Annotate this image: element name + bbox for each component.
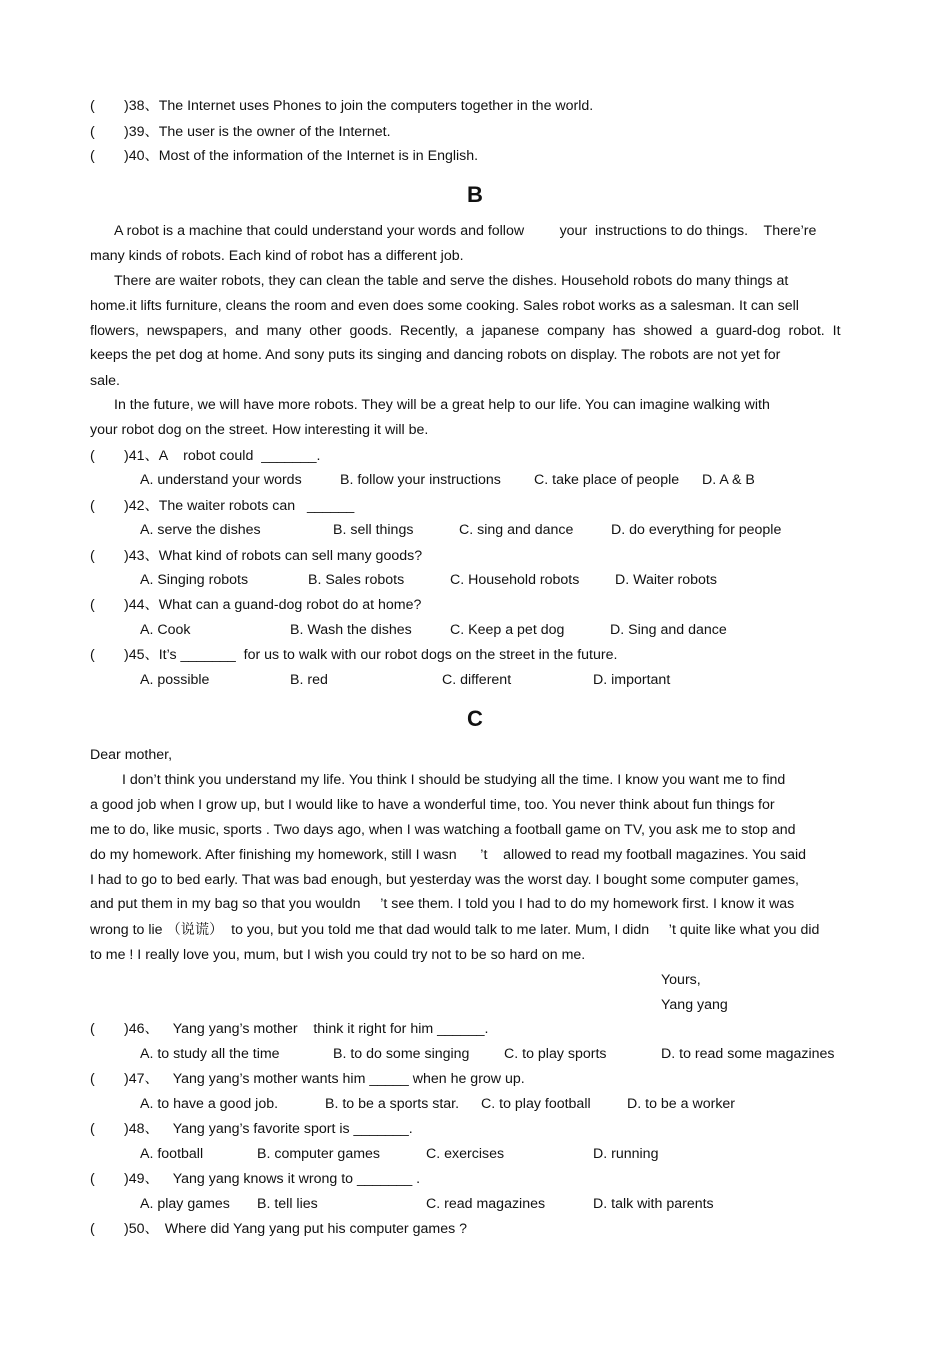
letter-line: I had to go to bed early. That was bad enough, but yesterday was the worst day. I bought some computer games, [90,872,799,888]
answer-paren[interactable]: ( [90,1021,95,1037]
question-38: ( )38、The Internet uses Phones to join the computers together in the world. [90,98,594,114]
letter-closing: Yours, [661,972,701,988]
option-a[interactable]: A. serve the dishes [140,522,261,538]
question-40: ( )40、Most of the information of the Internet is in English. [90,148,479,164]
option-a[interactable]: A. football [140,1146,204,1162]
option-d[interactable]: D. A & B [702,472,755,488]
option-c[interactable]: C. Keep a pet dog [450,622,565,638]
question-41: ( )41、A robot could _______. [90,448,321,464]
answer-paren[interactable]: ( [90,148,95,164]
answer-paren[interactable]: ( [90,448,95,464]
letter-line: I don’t think you understand my life. You think I should be studying all the time. I know you want me to find [122,772,786,788]
question-39: ( )39、The user is the owner of the Internet. [90,124,391,140]
option-d[interactable]: D. do everything for people [611,522,782,538]
passage-b-line: home.it lifts furniture, cleans the room and even does some cooking. Sales robot works as a salesman. It can sell [90,298,799,314]
option-a[interactable]: A. to have a good job. [140,1096,279,1112]
section-b-heading: B [467,182,483,207]
question-50: ( )50、 Where did Yang yang put his computer games ? [90,1221,468,1237]
question-45: ( )45、It’s _______ for us to walk with our robot dogs on the street in the future. [90,647,618,663]
option-d[interactable]: D. Sing and dance [610,622,727,638]
option-b[interactable]: B. computer games [257,1146,381,1162]
option-a[interactable]: A. possible [140,672,210,688]
option-b[interactable]: B. Sales robots [308,572,405,588]
question-43: ( )43、What kind of robots can sell many goods? [90,548,423,564]
passage-b-line: flowers, newspapers, and many other goods. Recently, a japanese company has showed a guard-dog robot. It [90,323,841,339]
option-b[interactable]: B. to do some singing [333,1046,470,1062]
letter-line: a good job when I grow up, but I would like to have a wonderful time, too. You never think about fun things for [90,797,775,813]
answer-paren[interactable]: ( [90,1221,95,1237]
question-48: ( )48、 Yang yang’s favorite sport is _______. [90,1121,413,1137]
passage-b-line: A robot is a machine that could understand your words and follow your instructions to do things. There’re [114,223,817,239]
question-42: ( )42、The waiter robots can ______ [90,498,355,514]
answer-paren[interactable]: ( [90,1071,95,1087]
letter-line: me to do, like music, sports . Two days ago, when I was watching a football game on TV, you ask me to stop and [90,822,796,838]
option-b[interactable]: B. to be a sports star. [325,1096,460,1112]
section-c-heading: C [467,706,483,731]
question-44: ( )44、What can a guand-dog robot do at home? [90,597,422,613]
letter-line: and put them in my bag so that you wouldn ’t see them. I told you I had to do my homework first. I know it was [90,896,795,912]
option-c[interactable]: C. to play football [481,1096,591,1112]
option-b[interactable]: B. tell lies [257,1196,318,1212]
passage-b-line: your robot dog on the street. How interesting it will be. [90,422,429,438]
option-d[interactable]: D. to be a worker [627,1096,736,1112]
question-49: ( )49、 Yang yang knows it wrong to _______ . [90,1171,421,1187]
letter-line: wrong to lie （说谎） to you, but you told me that dad would talk to me later. Mum, I didn ’t quite like what you did [90,922,820,938]
option-a[interactable]: A. Cook [140,622,191,638]
option-a[interactable]: A. to study all the time [140,1046,280,1062]
answer-paren[interactable]: ( [90,1121,95,1137]
passage-b-line: In the future, we will have more robots. They will be a great help to our life. You can imagine walking with [114,397,770,413]
answer-paren[interactable]: ( [90,124,95,140]
answer-paren[interactable]: ( [90,498,95,514]
option-a[interactable]: A. Singing robots [140,572,249,588]
option-b[interactable]: B. red [290,672,328,688]
option-c[interactable]: C. read magazines [426,1196,546,1212]
option-c[interactable]: C. Household robots [450,572,580,588]
passage-b-line: sale. [90,373,120,389]
letter-signature: Yang yang [661,997,728,1013]
letter-salutation: Dear mother, [90,747,173,763]
option-a[interactable]: A. play games [140,1196,230,1212]
option-d[interactable]: D. Waiter robots [615,572,717,588]
answer-paren[interactable]: ( [90,647,95,663]
option-b[interactable]: B. sell things [333,522,414,538]
answer-paren[interactable]: ( [90,1171,95,1187]
answer-paren[interactable]: ( [90,548,95,564]
option-d[interactable]: D. running [593,1146,659,1162]
option-d[interactable]: D. to read some magazines [661,1046,835,1062]
option-d[interactable]: D. important [593,672,671,688]
option-c[interactable]: C. sing and dance [459,522,574,538]
letter-line: do my homework. After finishing my homework, still I wasn ’t allowed to read my football magazines. You said [90,847,807,863]
passage-b-line: There are waiter robots, they can clean the table and serve the dishes. Household robots do many things at [114,273,789,289]
option-c[interactable]: C. exercises [426,1146,505,1162]
passage-b-line: many kinds of robots. Each kind of robot has a different job. [90,248,464,264]
answer-paren[interactable]: ( [90,597,95,613]
option-c[interactable]: C. take place of people [534,472,680,488]
answer-paren[interactable]: ( [90,98,95,114]
option-c[interactable]: C. different [442,672,512,688]
option-a[interactable]: A. understand your words [140,472,302,488]
passage-b-line: keeps the pet dog at home. And sony puts its singing and dancing robots on display. The robots are not yet for [90,347,781,363]
option-d[interactable]: D. talk with parents [593,1196,714,1212]
option-c[interactable]: C. to play sports [504,1046,607,1062]
letter-line: to me ! I really love you, mum, but I wish you could try not to be so hard on me. [90,947,586,963]
question-47: ( )47、 Yang yang’s mother wants him _____ when he grow up. [90,1071,525,1087]
option-b[interactable]: B. follow your instructions [340,472,501,488]
question-46: ( )46、 Yang yang’s mother think it right for him ______. [90,1021,489,1037]
option-b[interactable]: B. Wash the dishes [290,622,412,638]
